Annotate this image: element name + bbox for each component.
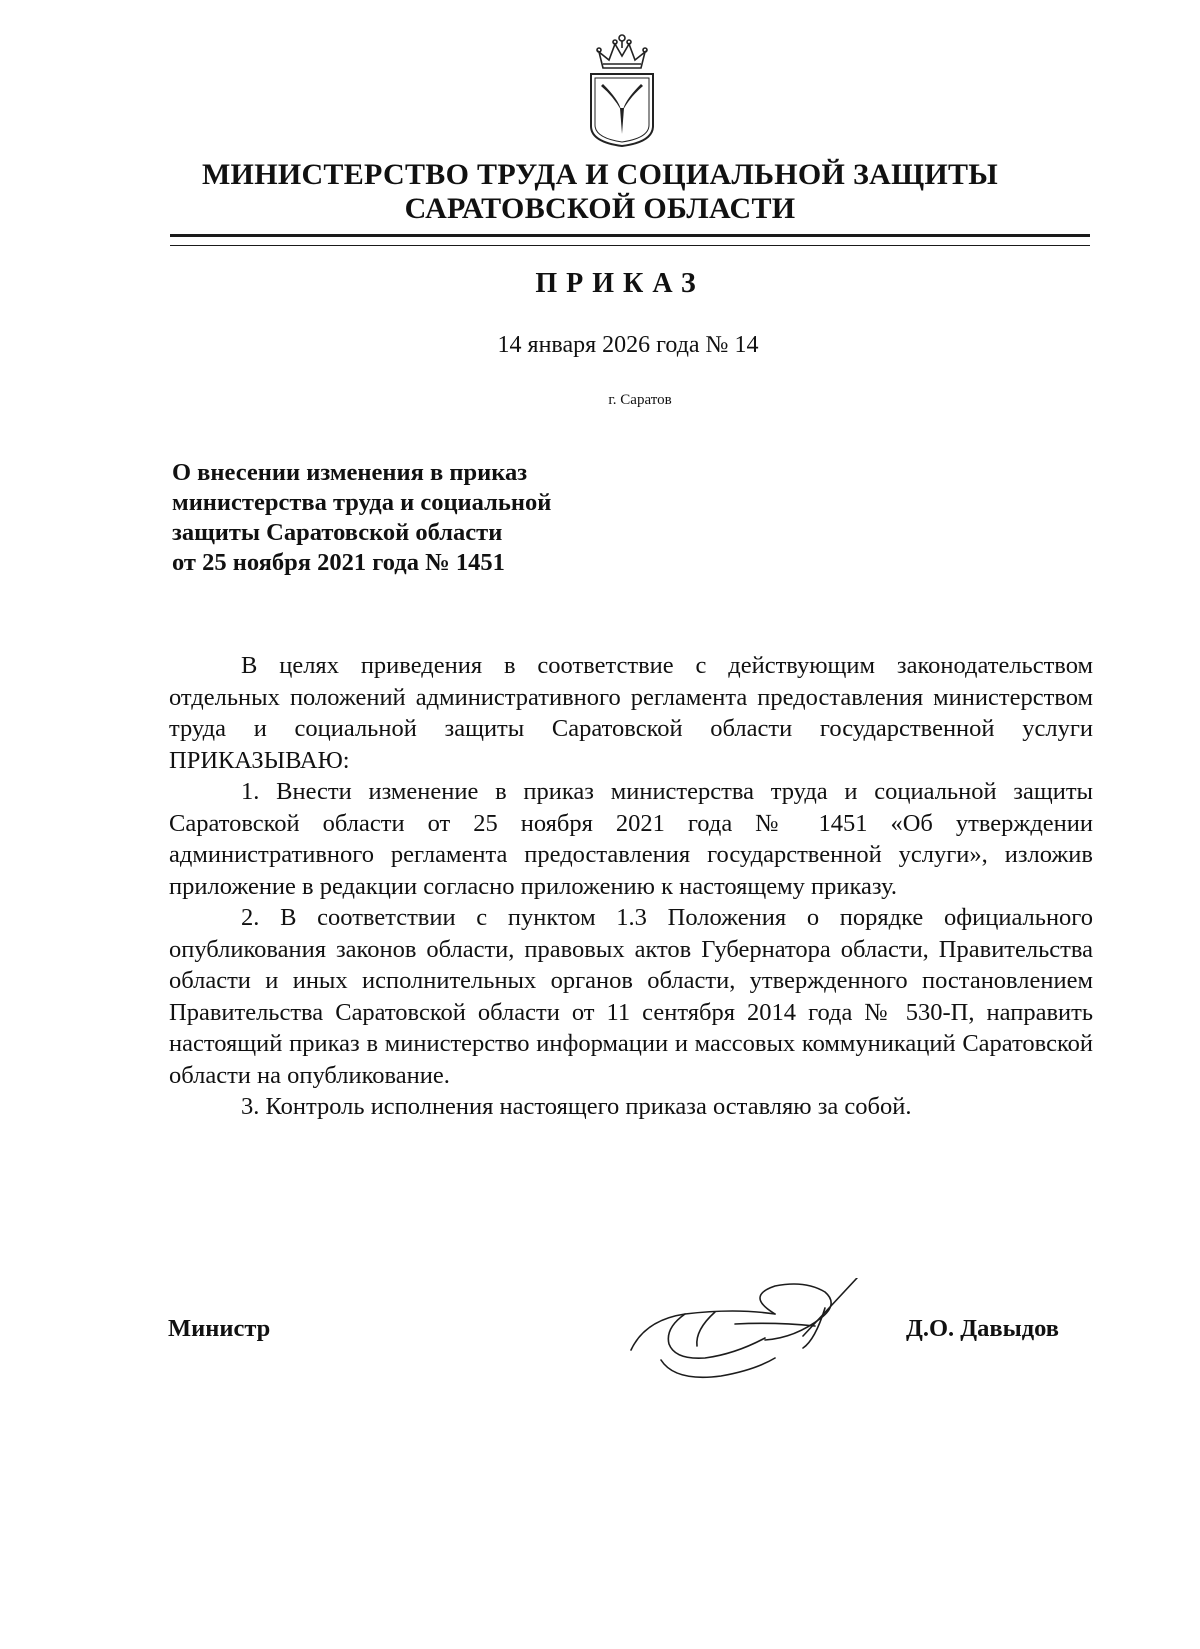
header-divider-thick (170, 234, 1090, 237)
body-paragraph-item-1: 1. Внести изменение в приказ министерства труда и социальной защиты Саратовской области от 25 ноября 2021 года № 1451 «Об утверждении административного регламента предоставления государственной услуги», изложив приложение в редакции согласно приложению к настоящему приказу. (169, 778, 1093, 900)
subject-line: защиты Саратовской области (172, 519, 503, 546)
subject-line: от 25 ноября 2021 года № 1451 (172, 549, 505, 576)
subject-line: О внесении изменения в приказ (172, 459, 528, 486)
ministry-heading-line2: САРАТОВСКОЙ ОБЛАСТИ (404, 192, 796, 225)
body-paragraph-item-3: 3. Контроль исполнения настоящего приказа оставляю за собой. (241, 1093, 912, 1120)
order-title: ПРИКАЗ (535, 268, 705, 299)
order-city: г. Саратов (608, 392, 672, 408)
signer-name: Д.О. Давыдов (906, 1315, 1060, 1342)
subject-line: министерства труда и социальной (172, 489, 552, 516)
coat-of-arms-emblem (585, 30, 659, 148)
handwritten-signature (625, 1278, 885, 1388)
ministry-heading-line1: МИНИСТЕРСТВО ТРУДА И СОЦИАЛЬНОЙ ЗАЩИТЫ (201, 158, 999, 191)
order-date-number: 14 января 2026 года № 14 (497, 332, 759, 358)
order-subject (172, 458, 632, 578)
body-paragraph-item-2: 2. В соответствии с пунктом 1.3 Положения о порядке официального опубликования законов области, правовых актов Губернатора области, Правительства области и иных исполнительных органов области, утвержденного постановлением Правительства Саратовской области от 11 сентября 2014 года № 530-П, направить настоящий приказ в министерство информации и массовых коммуникаций Саратовской области на опубликование. (169, 904, 1093, 1089)
order-body (169, 650, 1093, 1123)
header-divider-thin (170, 245, 1090, 246)
body-paragraph-preamble: В целях приведения в соответствие с действующим законодательством отдельных положений административного регламента предоставления министерством труда и социальной защиты Саратовской области государственной услуги ПРИКАЗЫВАЮ: (169, 652, 1093, 774)
signer-position: Министр (168, 1315, 271, 1342)
ministry-heading (160, 158, 1040, 226)
